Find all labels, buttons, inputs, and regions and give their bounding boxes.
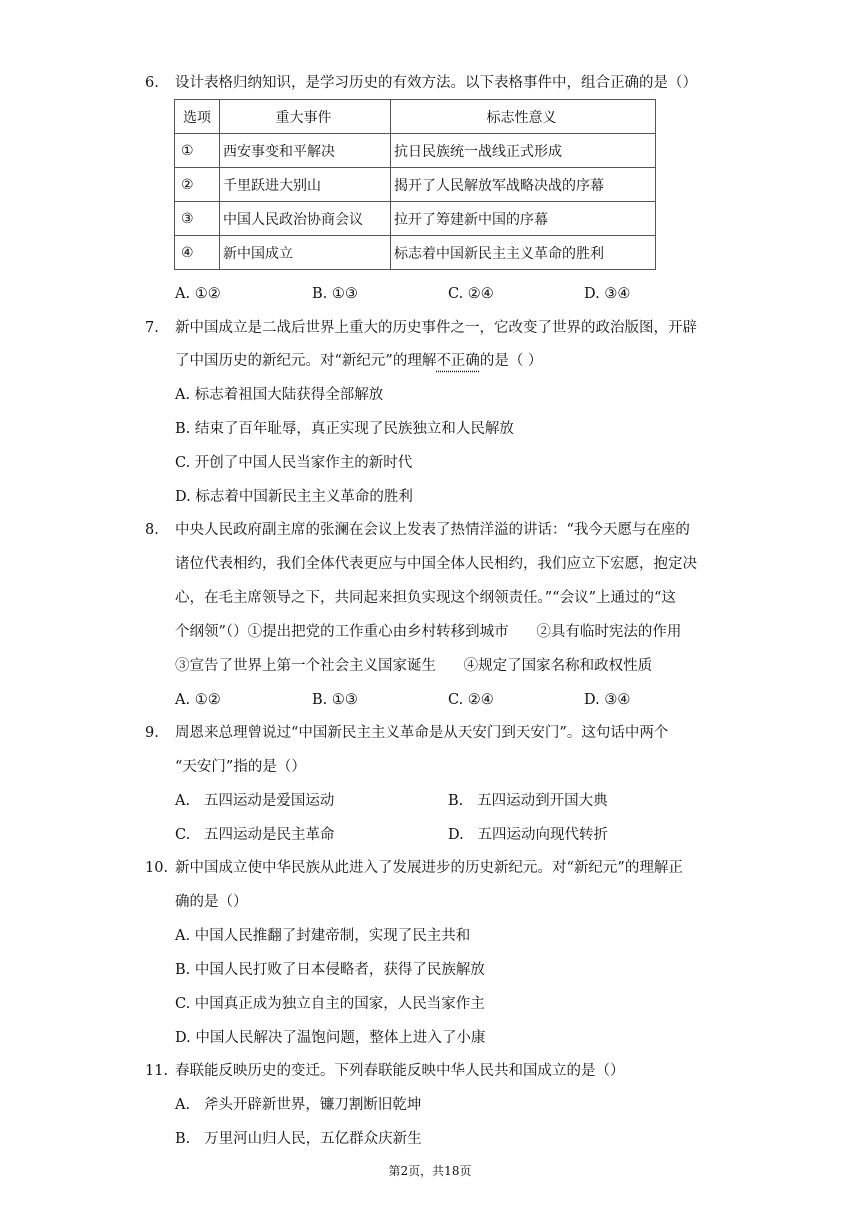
option-b[interactable]: B. 五四运动到开国大典 [448,793,608,809]
question-stem: 新中国成立是二战后世界上重大的历史事件之一，它改变了世界的政治版图，开辟 [175,320,697,336]
question-stem: 设计表格归纳知识，是学习历史的有效方法。以下表格事件中，组合正确的是（） [175,75,697,91]
option-d[interactable]: D. 五四运动向现代转折 [448,827,609,843]
option-b[interactable]: B. 结束了百年耻辱，真正实现了民族独立和人民解放 [175,421,514,437]
option-a[interactable]: A. 斧头开辟新世界，镰刀割断旧乾坤 [175,1097,422,1113]
question-number: 11. [145,1063,169,1079]
question-number: 9. [145,725,159,741]
option-b[interactable]: B. 万里河山归人民，五亿群众庆新生 [175,1131,422,1147]
table-cell: 标志着中国新民主主义革命的胜利 [391,236,656,270]
question-stem: “天安门”指的是（） [175,759,306,775]
stem-text: 的是（ ） [479,353,543,369]
option-a[interactable]: A. 五四运动是爱国运动 [175,793,335,809]
question-stem: ③宣告了世界上第一个社会主义国家诞生 ④规定了国家名称和政权性质 [175,658,653,674]
option-a[interactable]: A. ①② [175,286,221,302]
table-cell: 千里跃进大别山 [220,168,391,202]
option-d[interactable]: D. 中国人民解决了温饱问题，整体上进入了小康 [175,1030,486,1046]
question-stem: 周恩来总理曾说过“中国新民主主义革命是从天安门到天安门”。这句话中两个 [175,725,669,741]
table-cell: 抗日民族统一战线正式形成 [391,134,656,168]
table-cell: ④ [175,236,220,270]
question-number: 8. [145,522,159,538]
question-number: 6. [145,75,159,91]
question-stem: 春联能反映历史的变迁。下列春联能反映中华人民共和国成立的是（） [175,1063,625,1079]
option-c[interactable]: C. ②④ [448,692,494,708]
question-number: 7. [145,320,159,336]
table-cell: 西安事变和平解决 [220,134,391,168]
question-number: 10. [145,860,169,876]
table-header-cell: 选项 [175,100,220,134]
table-header-cell: 标志性意义 [391,100,656,134]
option-c[interactable]: C. ②④ [448,286,494,302]
option-c[interactable]: C. 中国真正成为独立自主的国家，人民当家作主 [175,996,485,1012]
events-table [174,99,656,270]
option-b[interactable]: B. ①③ [312,286,358,302]
option-d[interactable]: D. 标志着中国新民主主义革命的胜利 [175,489,413,505]
table-cell: ② [175,168,220,202]
option-a[interactable]: A. 标志着祖国大陆获得全部解放 [175,387,384,403]
option-a[interactable]: A. ①② [175,692,221,708]
table-row [175,202,656,236]
table-row [175,134,656,168]
table-cell: 拉开了筹建新中国的序幕 [391,202,656,236]
stem-text: 了中国历史的新纪元。对“新纪元”的理解 [175,353,437,369]
question-stem: 心，在毛主席领导之下，共同起来担负实现这个纲领责任。”“会议”上通过的“这 [175,590,676,606]
option-b[interactable]: B. 中国人民打败了日本侵略者，获得了民族解放 [175,962,485,978]
emphasized-text: 不正确 [436,353,480,369]
option-c[interactable]: C. 开创了中国人民当家作主的新时代 [175,455,413,471]
question-stem: 个纲领”（）①提出把党的工作重心由乡村转移到城市 ②具有临时宪法的作用 [175,624,682,640]
table-row [175,236,656,270]
table-cell: 新中国成立 [220,236,391,270]
question-stem-line2 [175,351,542,371]
option-d[interactable]: D. ③④ [584,286,631,302]
table-cell: ③ [175,202,220,236]
table-cell: 揭开了人民解放军战略决战的序幕 [391,168,656,202]
question-stem: 确的是（） [175,894,248,910]
table-cell: 中国人民政治协商会议 [220,202,391,236]
table-row [175,168,656,202]
table-header-cell: 重大事件 [220,100,391,134]
option-b[interactable]: B. ①③ [312,692,358,708]
question-stem: 新中国成立使中华民族从此进入了发展进步的历史新纪元。对“新纪元”的理解正 [175,860,683,876]
table-header-row [175,100,656,134]
option-d[interactable]: D. ③④ [584,692,631,708]
option-c[interactable]: C. 五四运动是民主革命 [175,827,335,843]
question-stem: 诸位代表相约，我们全体代表更应与中国全体人民相约，我们应立下宏愿，抱定决 [175,556,697,572]
table-cell: ① [175,134,220,168]
option-a[interactable]: A. 中国人民推翻了封建帝制，实现了民主共和 [175,928,471,944]
page-footer: 第2页，共18页 [388,1164,472,1178]
question-stem: 中央人民政府副主席的张澜在会议上发表了热情洋溢的讲话：“我今天愿与在座的 [175,522,690,538]
